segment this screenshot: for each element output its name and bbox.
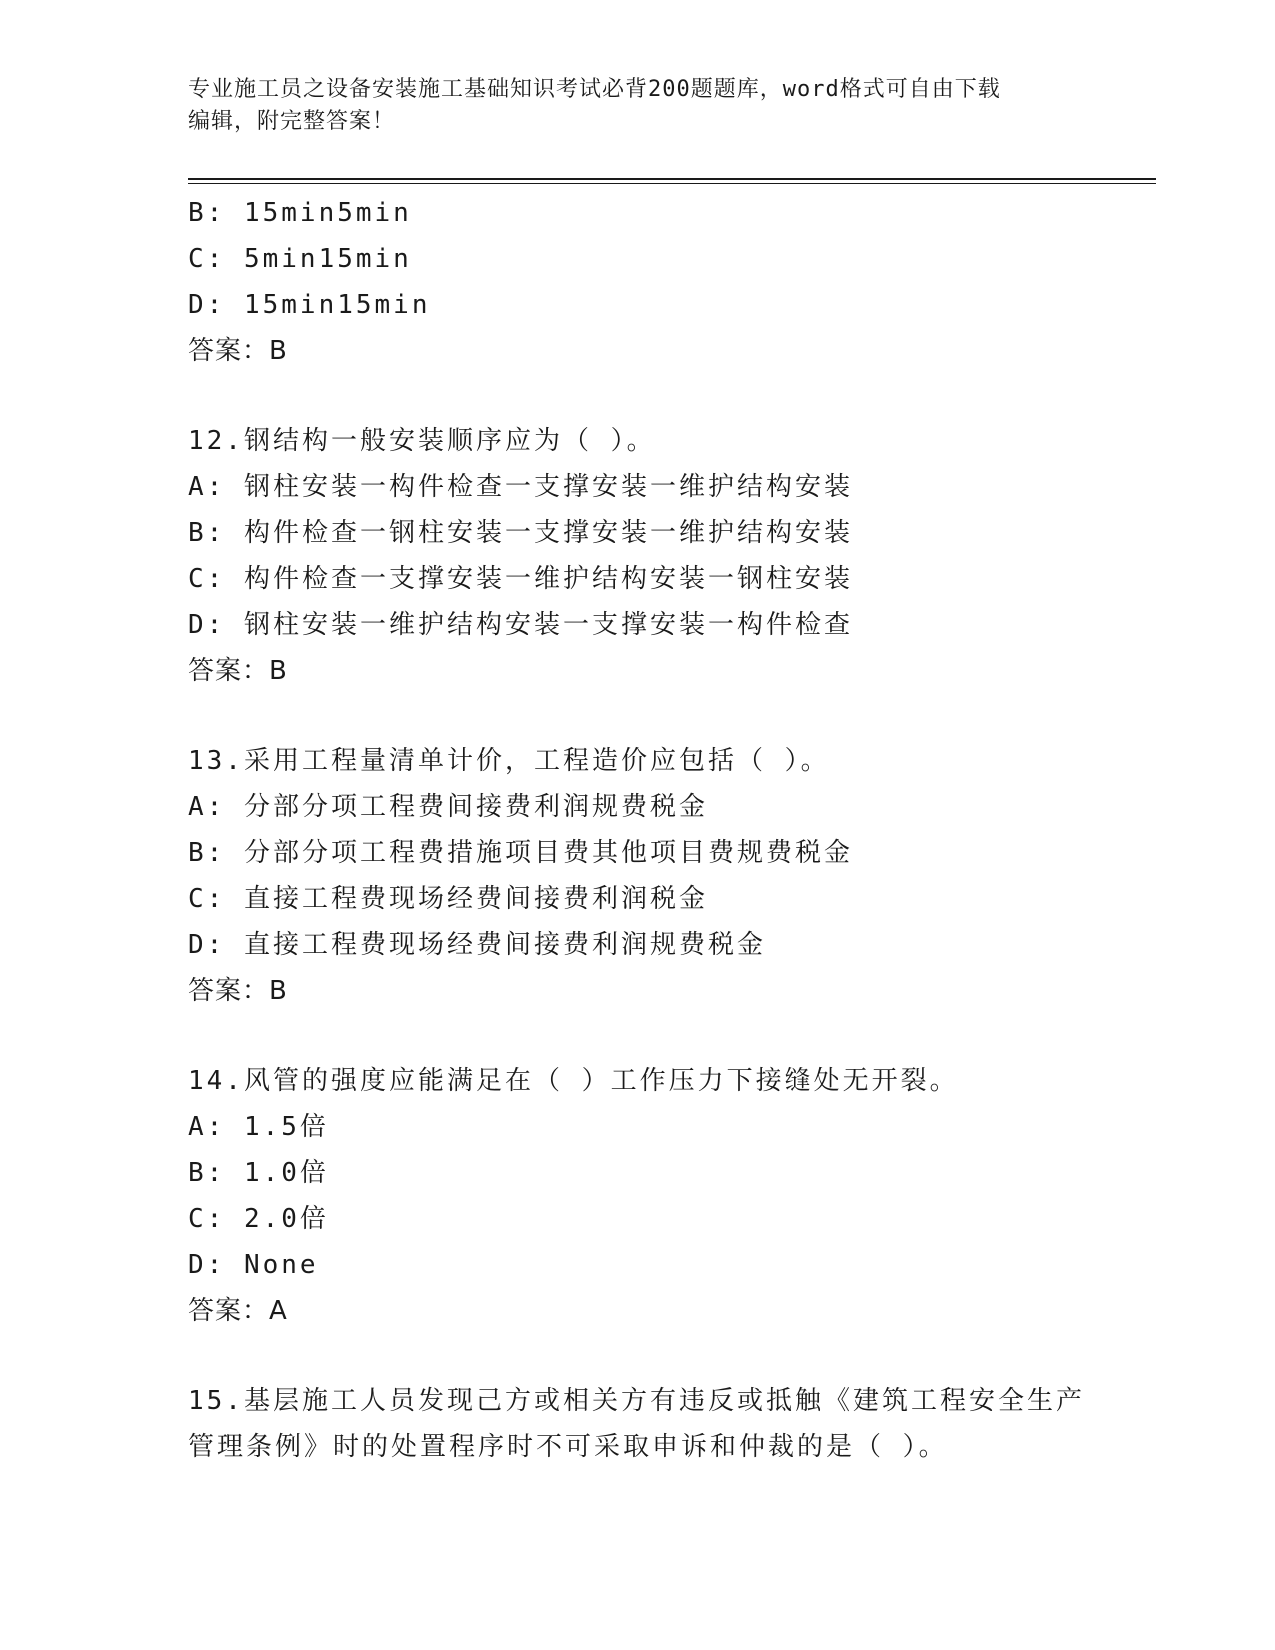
q14-option-c: C: 2.0倍 [188,1204,329,1234]
q14-option-d: D: None [188,1250,319,1280]
q12-answer: 答案：B [188,656,288,686]
q15-question-line-2: 管理条例》时的处置程序时不可采取申诉和仲裁的是（ ）。 [188,1432,948,1462]
question-14-block [188,1058,1128,1334]
header-divider-thick [188,178,1156,180]
q14-option-a: A: 1.5倍 [188,1112,329,1142]
q14-answer: 答案：A [188,1296,288,1326]
q13-answer: 答案：B [188,976,288,1006]
q15-question-line-1: 15.基层施工人员发现己方或相关方有违反或抵触《建筑工程安全生产 [188,1386,1085,1416]
q13-option-c: C: 直接工程费现场经费间接费利润税金 [188,884,708,914]
q11-option-b: B: 15min5min [188,198,412,228]
question-11-block [188,190,1128,374]
q11-option-d: D: 15min15min [188,290,431,320]
q13-option-d: D: 直接工程费现场经费间接费利润规费税金 [188,930,766,960]
q12-option-d: D: 钢柱安装一维护结构安装一支撑安装一构件检查 [188,610,853,640]
q12-option-b: B: 构件检查一钢柱安装一支撑安装一维护结构安装 [188,518,853,548]
header-line-2: 编辑，附完整答案！ [188,109,396,134]
q13-question: 13.采用工程量清单计价，工程造价应包括（ ）。 [188,746,830,776]
question-13-block [188,738,1128,1014]
header-divider-thin [188,183,1156,184]
question-15-block [188,1378,1128,1470]
q13-option-b: B: 分部分项工程费措施项目费其他项目费规费税金 [188,838,853,868]
q14-question: 14.风管的强度应能满足在（ ）工作压力下接缝处无开裂。 [188,1066,959,1096]
header-line-1: 专业施工员之设备安装施工基础知识考试必背200题题库，word格式可自由下载 [188,77,1001,102]
q12-question: 12.钢结构一般安装顺序应为（ ）。 [188,426,656,456]
q13-option-a: A: 分部分项工程费间接费利润规费税金 [188,792,708,822]
question-content [188,190,1128,1470]
q12-option-a: A: 钢柱安装一构件检查一支撑安装一维护结构安装 [188,472,853,502]
q11-answer: 答案：B [188,336,288,366]
question-12-block [188,418,1128,694]
q12-option-c: C: 构件检查一支撑安装一维护结构安装一钢柱安装 [188,564,853,594]
q14-option-b: B: 1.0倍 [188,1158,329,1188]
q11-option-c: C: 5min15min [188,244,412,274]
document-header [188,74,1088,138]
